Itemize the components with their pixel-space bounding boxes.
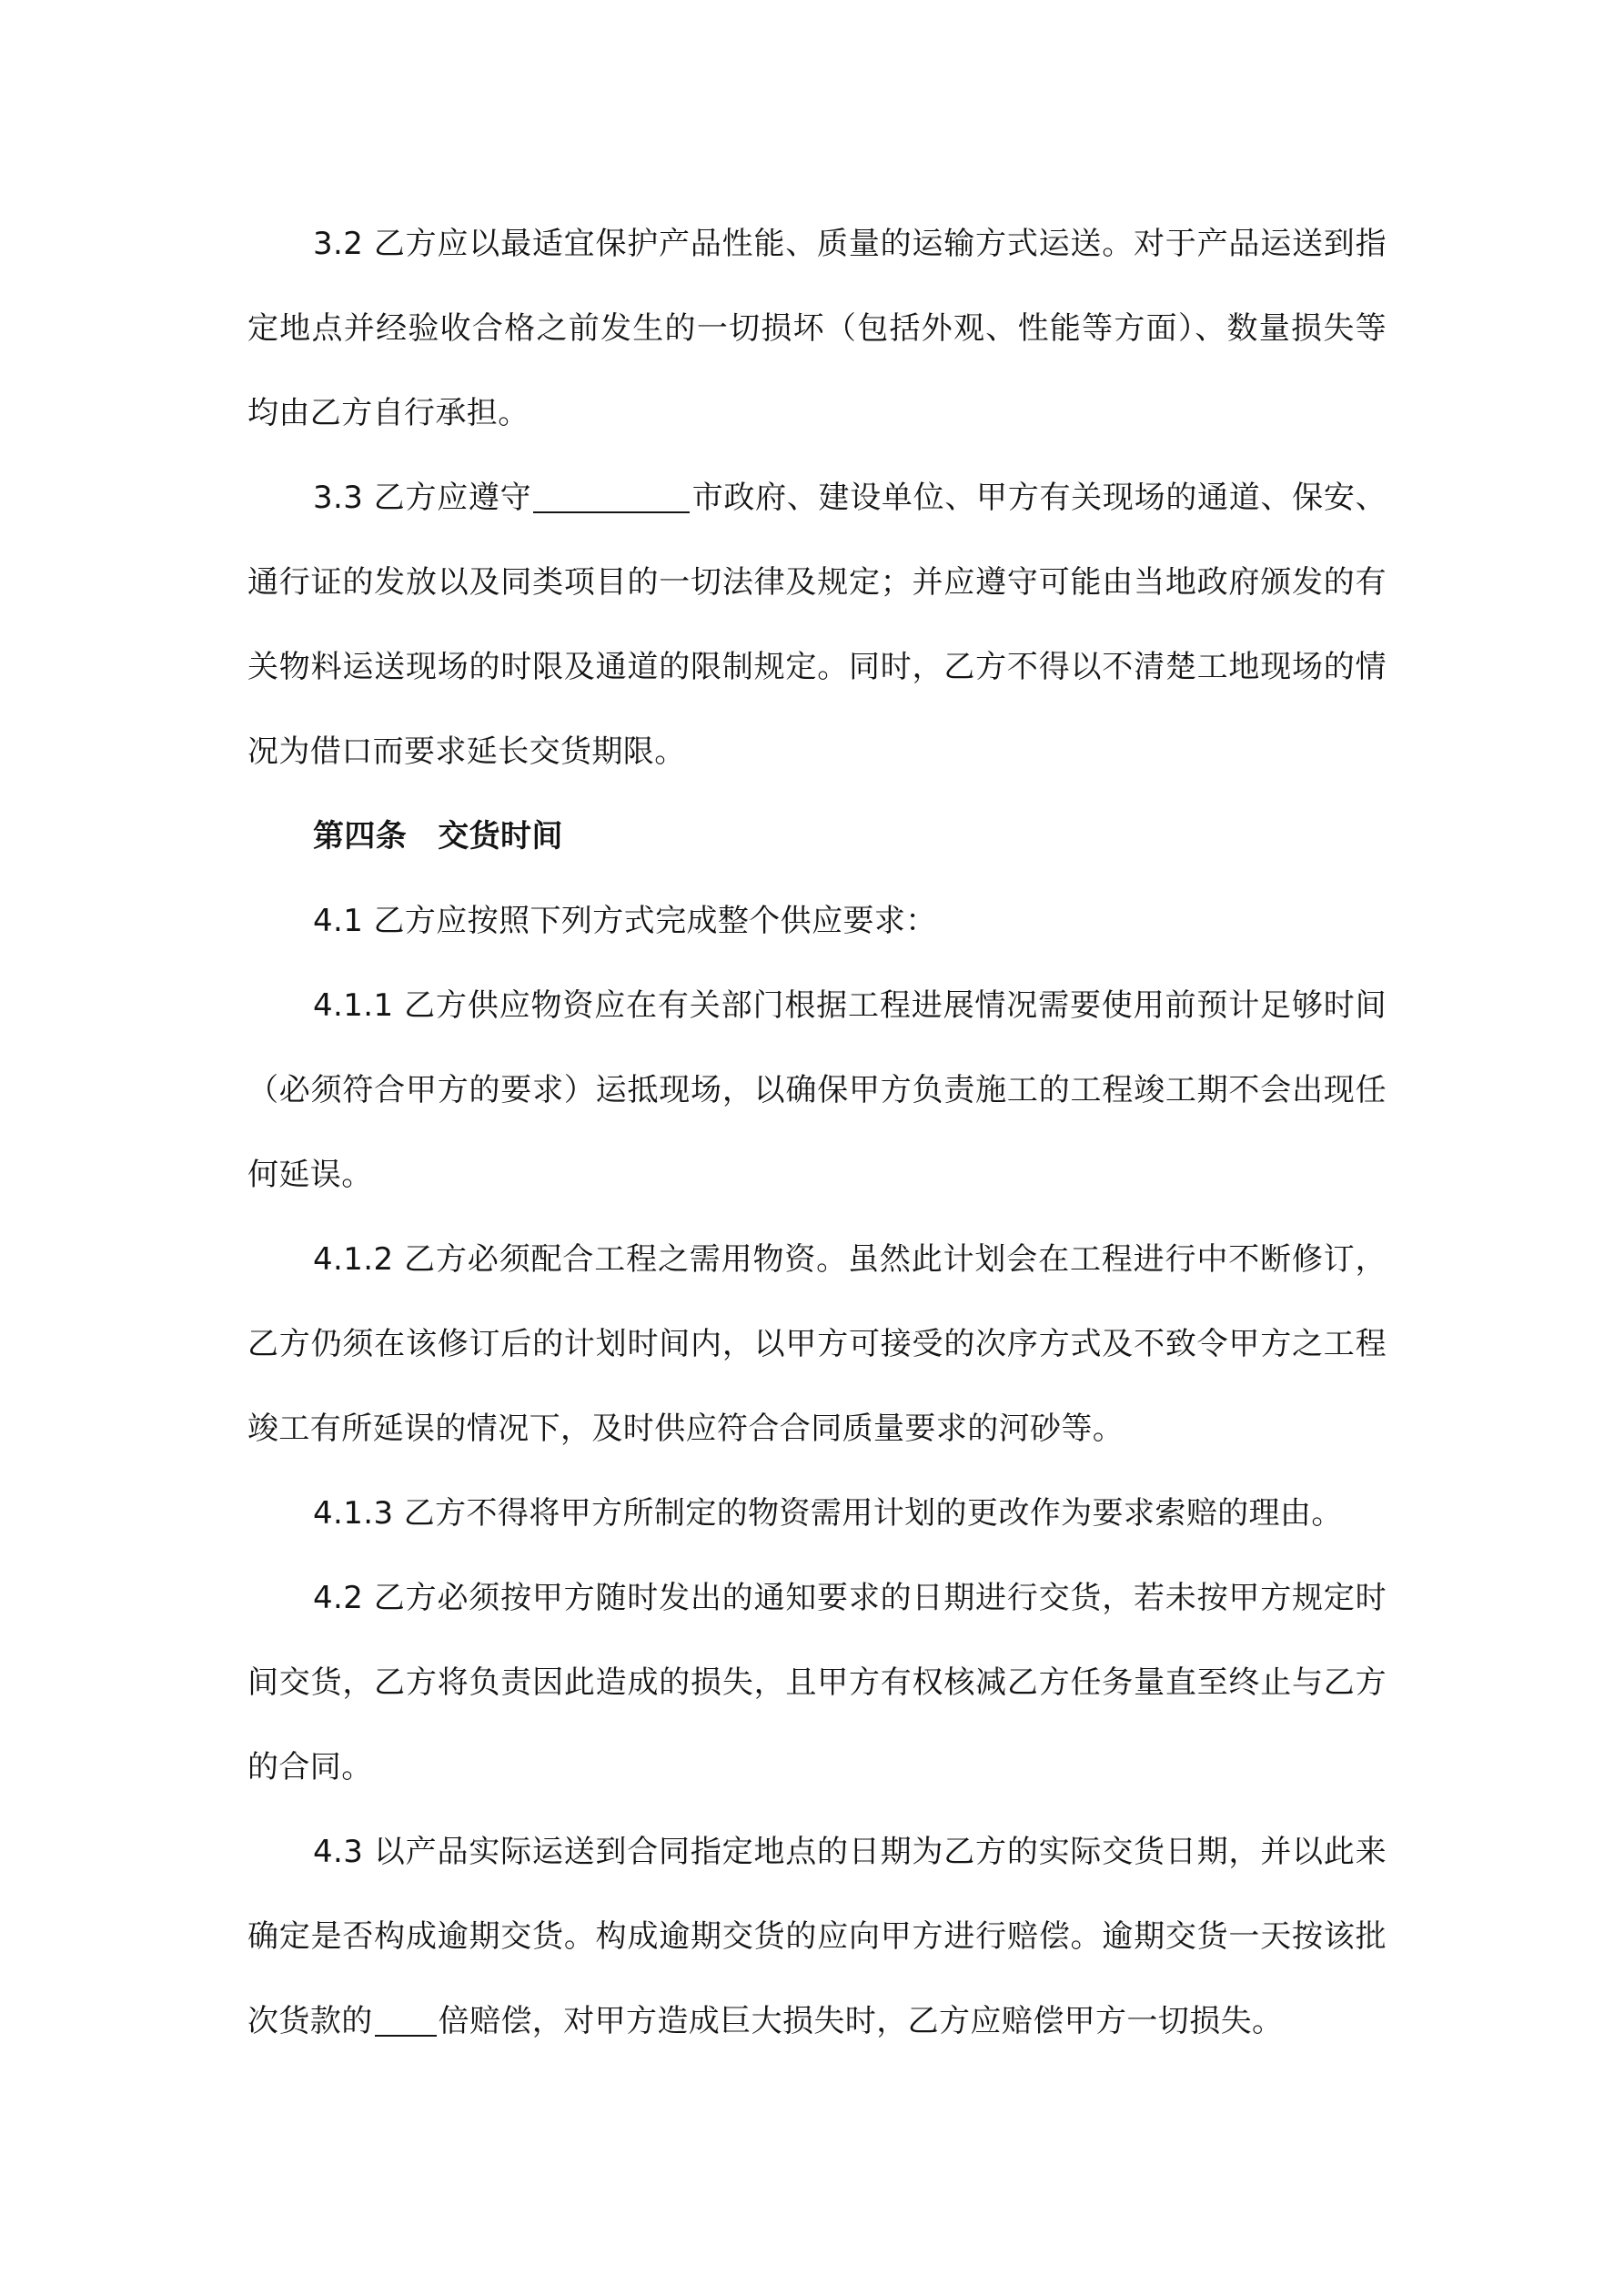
clause-4-2-text: 4.2 乙方必须按甲方随时发出的通知要求的日期进行交货，若未按甲方规定时间交货，乙方将负责因此造成的损失，且甲方有权核减乙方任务量直至终止与乙方的合同。	[247, 1580, 1387, 1785]
clause-4-2	[247, 1556, 1387, 1810]
article-4-heading	[247, 794, 1387, 879]
document-body	[247, 202, 1387, 2064]
clause-4-1-1-text: 4.1.1 乙方供应物资应在有关部门根据工程进展情况需要使用前预计足够时间（必须符合甲方的要求）运抵现场，以确保甲方负责施工的工程竣工期不会出现任何延误。	[247, 987, 1387, 1193]
clause-3-3-text-end: 市政府、建设单位、甲方有关现场的通道、保安、通行证的发放以及同类项目的一切法律及规定；并应遵守可能由当地政府颁发的有关物料运送现场的时限及通道的限制规定。同时，乙方不得以不清楚工地现场的情况为借口而要求延长交货期限。	[247, 480, 1387, 770]
clause-4-1-1	[247, 964, 1387, 1218]
clause-4-3	[247, 1810, 1387, 2064]
clause-4-1-3	[247, 1472, 1387, 1556]
clause-3-3	[247, 456, 1387, 794]
penalty-multiplier-blank	[375, 2004, 437, 2037]
clause-4-3-text-start: 4.3 以产品实际运送到合同指定地点的日期为乙方的实际交货日期，并以此来确定是否构成逾期交货。构成逾期交货的应向甲方进行赔偿。逾期交货一天按该批次货款的	[247, 1834, 1387, 2039]
article-4-number: 第四条	[313, 818, 408, 855]
clause-4-1	[247, 879, 1387, 964]
article-4-title: 交货时间	[438, 818, 563, 855]
city-name-blank	[533, 480, 690, 513]
clause-4-1-text: 4.1 乙方应按照下列方式完成整个供应要求：	[313, 903, 937, 939]
clause-3-2	[247, 202, 1387, 456]
clause-3-2-text: 3.2 乙方应以最适宜保护产品性能、质量的运输方式运送。对于产品运送到指定地点并经验收合格之前发生的一切损坏（包括外观、性能等方面）、数量损失等均由乙方自行承担。	[247, 226, 1387, 431]
clause-4-1-3-text: 4.1.3 乙方不得将甲方所制定的物资需用计划的更改作为要求索赔的理由。	[313, 1495, 1343, 1532]
clause-4-1-2-text: 4.1.2 乙方必须配合工程之需用物资。虽然此计划会在工程进行中不断修订，乙方仍须在该修订后的计划时间内，以甲方可接受的次序方式及不致令甲方之工程竣工有所延误的情况下，及时供应符合合同质量要求的河砂等。	[247, 1241, 1387, 1447]
clause-3-3-text-start: 3.3 乙方应遵守	[313, 480, 532, 516]
clause-4-3-text-end: 倍赔偿，对甲方造成巨大损失时，乙方应赔偿甲方一切损失。	[438, 2003, 1284, 2039]
clause-4-1-2	[247, 1218, 1387, 1472]
